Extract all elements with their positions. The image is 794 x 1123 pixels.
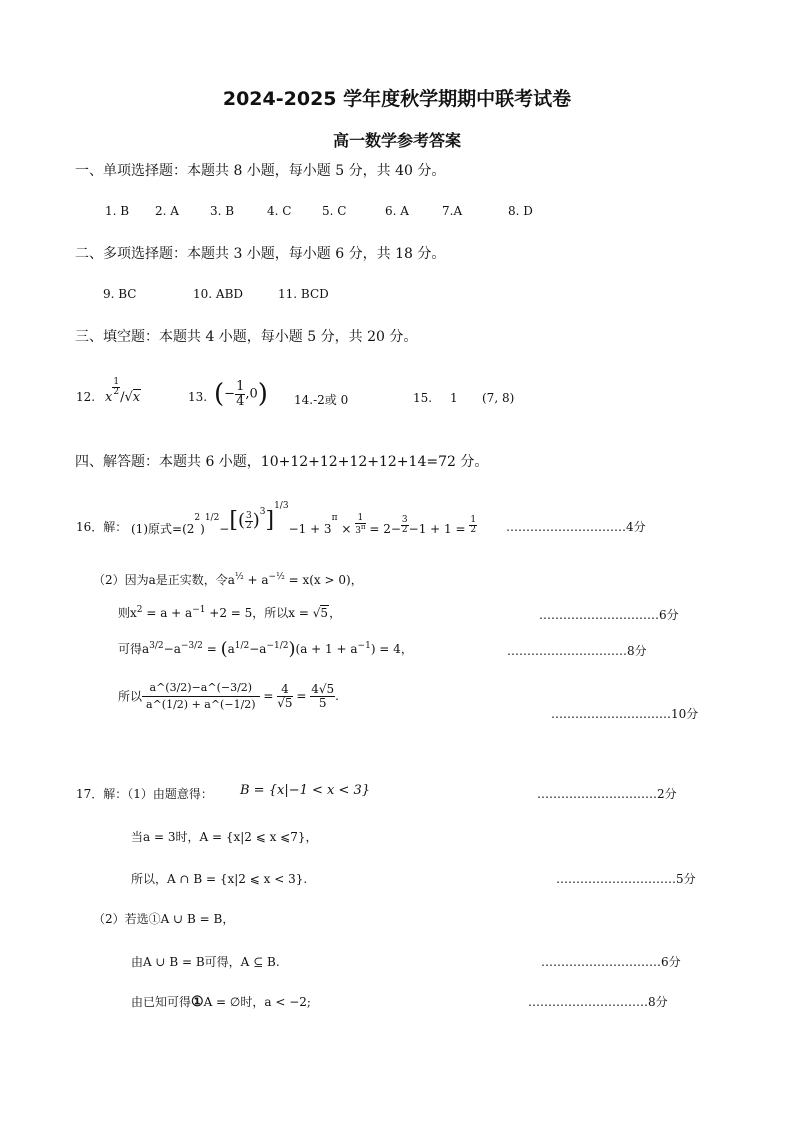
q16-line4-e4: −1/2: [266, 641, 289, 651]
q16-line1-part-a: (2: [182, 521, 195, 536]
q16-frac-num: 3: [245, 510, 252, 521]
q16-paren-left: (: [237, 510, 245, 532]
section1-heading: 一、单项选择题：本题共 8 小题，每小题 5 分，共 40 分。: [75, 163, 446, 179]
q16-line4-e1: 3/2: [149, 641, 164, 651]
q16-f3-den: 2: [401, 524, 408, 535]
q16-line1: [131, 500, 477, 540]
q16-line4: [118, 640, 413, 659]
q13-answer: [214, 380, 268, 408]
q16-line4-a: 可得a: [118, 642, 150, 656]
q16-f2-num: 1: [355, 514, 365, 524]
q16-line4-e3: 1/2: [234, 641, 250, 651]
q16-line3-score: …………………………6分: [539, 608, 679, 622]
q12-label: 12.: [76, 390, 96, 404]
q16-line1-close-a: ): [200, 521, 205, 536]
q17-line1-score: …………………………2分: [537, 787, 677, 801]
q16-line3-c: +2 = 5，所以x =: [205, 606, 313, 620]
q16-exp-third: 1/3: [274, 500, 289, 511]
q16-line5-f3-den: 5: [318, 695, 327, 710]
answer-1: 1. B: [105, 204, 130, 218]
q16-f3-num: 3: [401, 514, 408, 525]
q12-sqrt-symbol: √: [124, 390, 133, 405]
q17-line4-b: A ∪ B = B，: [160, 912, 235, 926]
q16-line5-frac3: [310, 683, 335, 709]
q16-line4-f: (a + 1 + a: [295, 642, 358, 656]
answer-10: 10. ABD: [193, 287, 244, 301]
q13-left-paren: (: [214, 379, 225, 410]
q16-line2-mid: + a: [243, 573, 269, 587]
q16-line4-lparen: (: [220, 638, 228, 660]
q16-label: 16．解：: [76, 520, 128, 534]
q16-line5-eq: =: [259, 689, 278, 704]
document-title: 2024-2025 学年度秋学期期中联考试卷: [222, 88, 572, 110]
q13-tail: ,0: [245, 386, 258, 402]
q17-line4-a: （2）若选: [93, 912, 149, 926]
q16-line2-exp1: ½: [234, 572, 244, 582]
q17-line6-circled-one: ①: [191, 994, 204, 1010]
q12-answer: [105, 377, 141, 405]
q16-f4-num: 1: [470, 514, 477, 525]
q16-line4-e5: −1: [357, 641, 371, 651]
q12-separator: /: [120, 390, 125, 405]
q16-line4-e2: −3/2: [180, 641, 203, 651]
q16-line5-a: 所以: [118, 689, 143, 704]
q12-exp-num: 1: [113, 377, 120, 387]
q15-answer-b: (7, 8): [482, 391, 515, 405]
q17-line2: 当a = 3时，A = {x|2 ⩽ x ⩽7}，: [131, 830, 318, 844]
q16-frac-1-3pi: [355, 514, 365, 537]
answer-3: 3. B: [210, 204, 235, 218]
q17-set-b: B = {x|−1 < x < 3}: [240, 783, 371, 798]
q14-answer: 14.-2或 0: [294, 393, 349, 407]
q17-line6-a: 由已知可得: [131, 995, 192, 1009]
q16-paren-right: ): [252, 510, 260, 532]
q16-line1-rest: −1 + 3: [288, 521, 332, 536]
q17-line6-score: …………………………8分: [528, 995, 668, 1009]
q16-line4-score: …………………………8分: [507, 644, 647, 658]
q16-line1-minus: −: [219, 521, 230, 536]
q16-line5-big-fraction: [142, 680, 260, 712]
q15-answer-a: 1: [450, 391, 458, 405]
q17-line6: [131, 993, 311, 1010]
q16-line5: [118, 680, 339, 712]
q13-label: 13.: [188, 390, 208, 404]
q16-line3-sqrt: √: [312, 606, 321, 620]
q16-line5-num: a^(3/2)−a^(−3/2): [142, 680, 260, 697]
q16-line2: [93, 571, 363, 588]
answer-4: 4. C: [267, 204, 292, 218]
q16-line3-sup: 2: [136, 605, 143, 615]
q16-line2-exp2: −½: [268, 572, 285, 582]
q12-sqrt-arg: x: [132, 390, 141, 405]
answer-2: 2. A: [155, 204, 179, 218]
q17-line5: 由A ∪ B = B可得，A ⊆ B.: [131, 955, 280, 969]
q16-cube: 3: [259, 506, 266, 517]
q16-frac-3-2: [245, 512, 253, 532]
answer-11: 11. BCD: [278, 287, 329, 301]
q16-frac-1-2: [469, 516, 477, 536]
q16-line5-eq2: =: [292, 689, 311, 704]
q16-line3: [118, 604, 341, 621]
q16-line3-end: ，: [329, 606, 342, 620]
q12-exp-den: 2: [113, 387, 120, 398]
q16-f2-den: 3: [355, 526, 361, 537]
document-subtitle: 高一数学参考答案: [332, 131, 461, 150]
q16-pi: π: [331, 512, 338, 523]
q16-times: ×: [337, 521, 356, 536]
q16-line4-g: ) = 4，: [370, 642, 413, 656]
section4-heading: 四、解答题：本题共 6 小题，10+12+12+12+12+14=72 分。: [75, 454, 489, 470]
q16-line2-a: （2）因为a是正实数，令a: [93, 573, 235, 587]
answer-5: 5. C: [322, 204, 347, 218]
q17-line6-b: A = ∅时，a < −2;: [203, 995, 311, 1009]
q16-line2-end: = x(x > 0)，: [284, 573, 363, 587]
q16-f2-den-wrap: [355, 524, 365, 536]
q13-minus: −: [224, 386, 236, 402]
q16-line1-exp-outer: 1/2: [204, 512, 220, 523]
q16-frac-den: 2: [245, 520, 252, 531]
q17-line3-score: …………………………5分: [556, 872, 696, 886]
answer-6: 6. A: [385, 204, 409, 218]
q16-line5-frac2: [277, 683, 292, 709]
q16-line4-d: a: [227, 642, 235, 656]
q16-f2-den-exp: π: [360, 523, 366, 532]
q16-line5-end: .: [335, 689, 339, 704]
answer-7: 7.A: [442, 204, 463, 218]
q16-line5-f3-num: 4√5: [311, 681, 335, 696]
answer-9: 9. BC: [103, 287, 137, 301]
q16-line4-b: −a: [163, 642, 181, 656]
q17-line4: [93, 910, 234, 927]
q16-f4-den: 2: [470, 524, 477, 535]
q17-circled-one: ①: [148, 912, 161, 926]
section2-heading: 二、多项选择题：本题共 3 小题，每小题 6 分，共 18 分。: [75, 246, 446, 262]
q13-right-paren: ): [257, 379, 268, 410]
q16-eq2: −1 + 1 =: [408, 521, 470, 536]
q17-label: 17．解：（1）由题意得：: [76, 787, 213, 801]
q16-line5-f2-den: √5: [277, 695, 293, 710]
q16-line1-exp-a: 2: [194, 512, 201, 523]
q16-line1-score: …………………………4分: [506, 520, 646, 534]
q12-exponent: [112, 378, 120, 398]
q16-line1-prefix: (1)原式=: [131, 521, 183, 536]
q16-line4-c: =: [202, 642, 221, 656]
q16-frac-3-2b: [401, 516, 409, 536]
q16-line3-b: = a + a: [142, 606, 193, 620]
q16-line5-f2-num: 4: [277, 683, 292, 697]
section3-heading: 三、填空题：本题共 4 小题，每小题 5 分，共 20 分。: [75, 329, 418, 345]
q16-line5-den: a^(1/2) + a^(−1/2): [146, 697, 256, 711]
answer-8: 8. D: [508, 204, 533, 218]
q13-num: 1: [236, 379, 245, 394]
q15-label: 15.: [413, 391, 433, 405]
q12-base: x: [105, 390, 113, 405]
q16-bracket-right: ]: [265, 508, 275, 534]
q13-den: 4: [236, 393, 245, 409]
q16-line5-score: …………………………10分: [551, 707, 699, 721]
q17-line3: 所以，A ∩ B = {x|2 ⩽ x < 3}.: [131, 872, 308, 886]
q16-line4-e: −a: [249, 642, 267, 656]
q13-fraction: [235, 380, 245, 408]
q16-line4-rparen: ): [288, 638, 296, 660]
q16-line3-arg: 5: [320, 606, 329, 620]
q16-line3-a: 则x: [118, 606, 137, 620]
q16-eq1: = 2−: [365, 521, 401, 536]
q17-line5-score: …………………………6分: [541, 955, 681, 969]
q16-line3-sup2: −1: [192, 605, 206, 615]
q16-bracket-left: [: [229, 508, 238, 534]
